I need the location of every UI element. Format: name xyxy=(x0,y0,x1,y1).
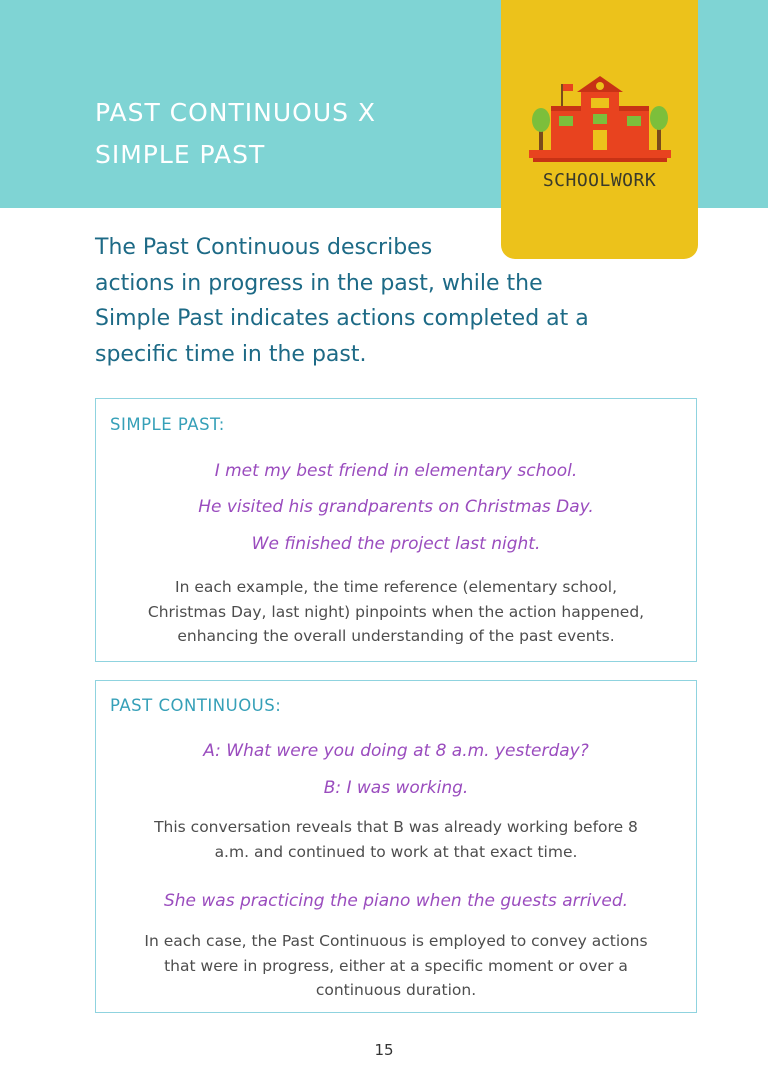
simple-past-note-line-2: Christmas Day, last night) pinpoints when the action happened, xyxy=(147,602,645,621)
past-continuous-heading: PAST CONTINUOUS: xyxy=(110,696,282,715)
intro-line-1: The Past Continuous describes xyxy=(95,235,433,260)
simple-past-example-1: I met my best friend in elementary school. xyxy=(214,461,578,481)
past-continuous-note-line-1: In each case, the Past Continuous is employed to convey actions xyxy=(144,932,648,950)
dialogue-note xyxy=(96,815,696,864)
past-continuous-note-line-2: that were in progress, either at a specific moment or over a xyxy=(164,956,628,975)
simple-past-example-3: We finished the project last night. xyxy=(251,534,541,554)
simple-past-note-line-1: In each example, the time reference (elementary school, xyxy=(175,578,617,596)
dialogue-note-line-2: a.m. and continued to work at that exact time. xyxy=(214,842,578,861)
past-continuous-note xyxy=(96,929,696,1003)
tag-label: SCHOOLWORK xyxy=(542,170,657,191)
title-line-1: PAST CONTINUOUS X xyxy=(95,98,377,127)
page-title xyxy=(95,92,376,176)
dialogue-note-line-1: This conversation reveals that B was already working before 8 xyxy=(154,818,638,836)
dialogue-line-a: A: What were you doing at 8 a.m. yesterday? xyxy=(203,741,589,761)
simple-past-box xyxy=(95,398,697,662)
dialogue-line-b: B: I was working. xyxy=(323,778,469,798)
page-number: 15 xyxy=(374,1041,394,1059)
simple-past-note xyxy=(96,575,696,649)
schoolwork-tag xyxy=(501,0,698,259)
intro-line-4: specific time in the past. xyxy=(95,341,367,367)
school-building-icon xyxy=(529,74,671,166)
past-continuous-box xyxy=(95,680,697,1013)
past-continuous-note-line-3: continuous duration. xyxy=(315,981,477,999)
title-line-2: SIMPLE PAST xyxy=(95,140,266,169)
simple-past-heading: SIMPLE PAST: xyxy=(110,415,225,434)
simple-past-example-2: He visited his grandparents on Christmas Day. xyxy=(198,497,594,517)
intro-paragraph xyxy=(95,230,675,372)
intro-line-3: Simple Past indicates actions completed at a xyxy=(95,306,589,331)
simple-past-note-line-3: enhancing the overall understanding of the past events. xyxy=(177,627,615,645)
past-continuous-example: She was practicing the piano when the guests arrived. xyxy=(163,891,629,911)
intro-line-2: actions in progress in the past, while the xyxy=(95,270,543,296)
